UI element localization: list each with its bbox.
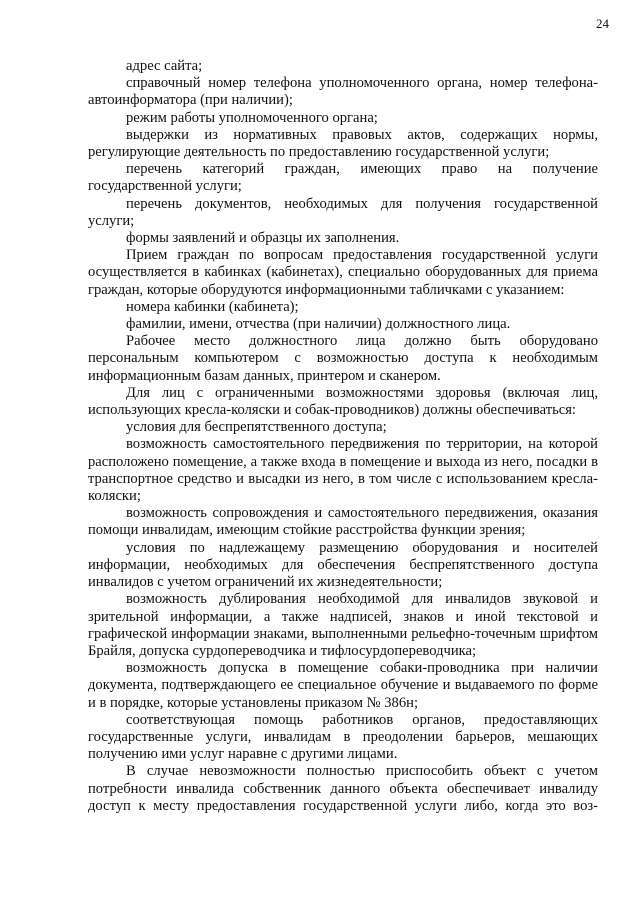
paragraph-visual-impairment-help: возможность сопровождения и самостоятельного передвижения, оказания помощи инвалидам, имеющим стойкие расстройства функции зрения; bbox=[88, 505, 598, 539]
page-number: 24 bbox=[596, 16, 609, 31]
paragraph-staff-assistance: соответствующая помощь работников органов, предоставляющих государственные услуги, инвалидам в преодолении барьеров, мешающих получению ими услуг наравне с другими лицами. bbox=[88, 711, 598, 763]
paragraph-braille-duplication: возможность дублирования необходимой для инвалидов звуковой и зрительной информации, а также надписей, знаков и иной текстовой и графической информации знаками, выполненными рельефно-точечным шрифтом Брайля, допуска сурдопереводчика и тифлосурдопереводчика; bbox=[88, 591, 598, 659]
paragraph-equipment-placement: условия по надлежащему размещению оборудования и носителей информации, необходимых для обеспечения беспрепятственного доступа инвалидов с учетом ограничений их жизнедеятельности; bbox=[88, 539, 598, 591]
paragraph-work-schedule: режим работы уполномоченного органа; bbox=[126, 109, 378, 126]
paragraph-application-forms: формы заявлений и образцы их заполнения. bbox=[126, 230, 400, 247]
paragraph-citizen-categories: перечень категорий граждан, имеющих право на получение государственной услуги; bbox=[88, 161, 598, 195]
paragraph-document-list: перечень документов, необходимых для получения государственной услуги; bbox=[88, 195, 598, 229]
paragraph-guide-dog: возможность допуска в помещение собаки-проводника при наличии документа, подтверждающего ее специальное обучение и выдаваемого по форме и в порядке, которые установлены приказом № 386н; bbox=[88, 660, 598, 711]
paragraph-phone-numbers: справочный номер телефона уполномоченного органа, номер телефона-автоинформатора (при наличии); bbox=[88, 75, 598, 109]
paragraph-workplace-equipment: Рабочее место должностного лица должно быть оборудовано персональным компьютером с возможностью доступа к необходимым информационным базам данных, принтером и сканером. bbox=[88, 333, 598, 384]
paragraph-disabled-persons: Для лиц с ограниченными возможностями здоровья (включая лиц, использующих кресла-коляски и собак-проводников) должны обеспечиваться: bbox=[88, 384, 598, 419]
paragraph-accessibility-fallback: В случае невозможности полностью приспособить объект с учетом потребности инвалида собственник данного объекта обеспечивает инвалиду доступ к месту предоставления государственной услуги либо, когда это воз- bbox=[88, 763, 598, 814]
document-body bbox=[88, 58, 598, 815]
paragraph-independent-movement: возможность самостоятельного передвижения по территории, на которой расположено помещение, а также входа в помещение и выхода из него, посадки в транспортное средство и высадки из него, в том числе с использованием кресла-коляски; bbox=[88, 436, 598, 505]
paragraph-free-access: условия для беспрепятственного доступа; bbox=[126, 419, 387, 436]
paragraph-reception-booths: Прием граждан по вопросам предоставления государственной услуги осуществляется в кабинках (кабинетах), специально оборудованных для приема граждан, которые оборудуются информационными табличками с указанием: bbox=[88, 247, 598, 298]
paragraph-official-name: фамилии, имени, отчества (при наличии) должностного лица. bbox=[126, 316, 511, 333]
paragraph-legal-extracts: выдержки из нормативных правовых актов, содержащих нормы, регулирующие деятельность по предоставлению государственной услуги; bbox=[88, 126, 598, 161]
paragraph-site-address: адрес сайта; bbox=[126, 58, 203, 74]
paragraph-booth-number: номера кабинки (кабинета); bbox=[126, 298, 299, 315]
